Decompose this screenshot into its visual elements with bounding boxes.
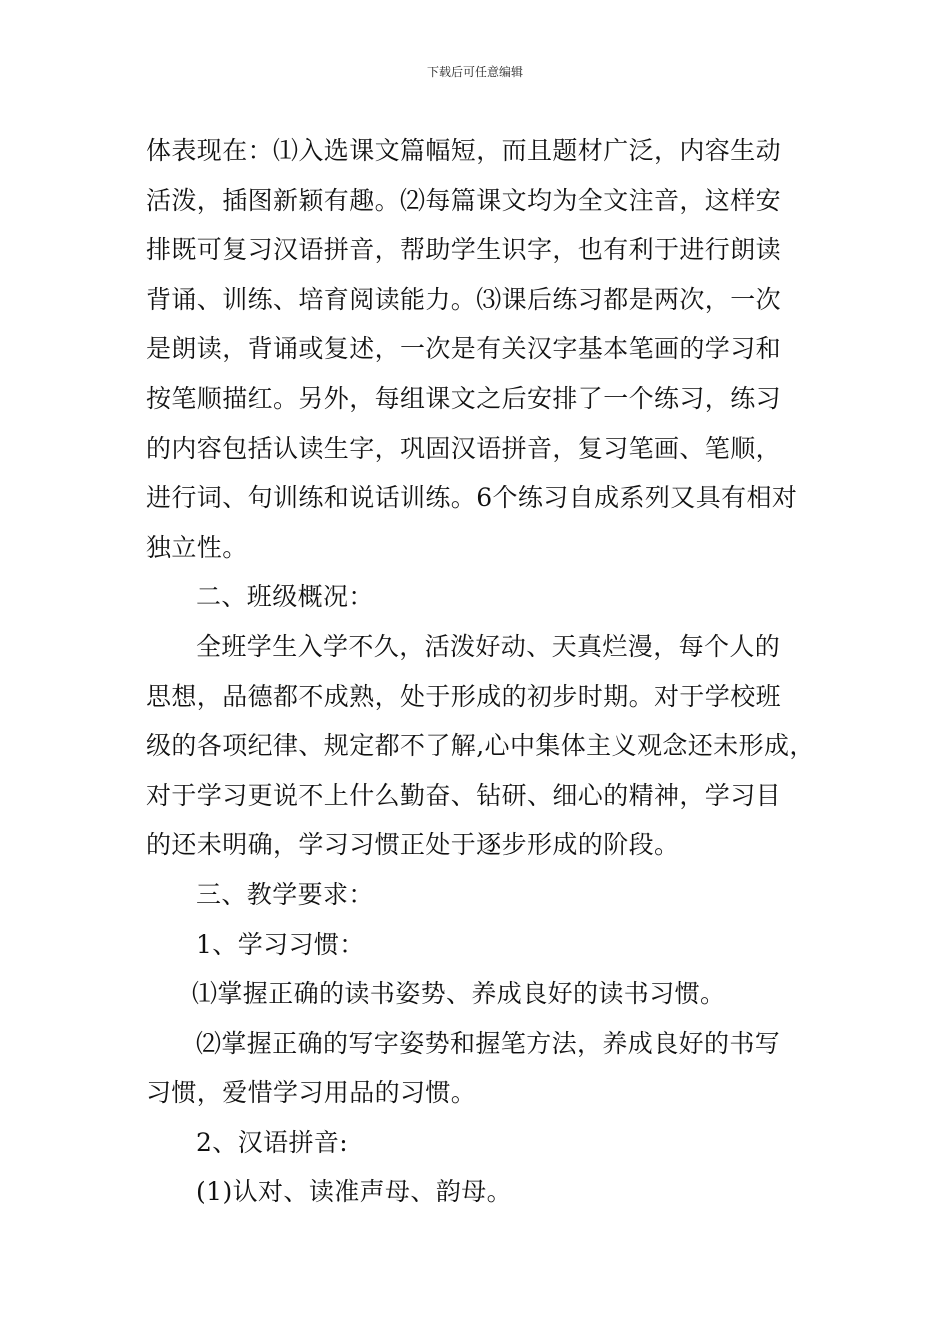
paragraph-line: 对于学习更说不上什么勤奋、钻研、细心的精神，学习目 xyxy=(146,780,782,810)
paragraph-line: 的内容包括认读生字，巩固汉语拼音，复习笔画、笔顺， xyxy=(146,433,782,463)
paragraph-line: 级的各项纪律、规定都不了解,心中集体主义观念还未形成， xyxy=(146,731,815,761)
document-body xyxy=(146,126,836,1217)
paragraph-line: 思想，品德都不成熟，处于形成的初步时期。对于学校班 xyxy=(146,681,782,711)
subheading-study-habits: 1、学习习惯： xyxy=(196,929,365,959)
list-item: ⑵掌握正确的写字姿势和握笔方法，养成良好的书写 xyxy=(196,1028,781,1058)
section-heading-teaching-requirements: 三、教学要求： xyxy=(196,879,374,909)
page-header: 下载后可任意编辑 xyxy=(426,65,523,79)
paragraph-line: 按笔顺描红。另外，每组课文之后安排了一个练习，练习 xyxy=(146,383,782,413)
paragraph-line: 背诵、训练、培育阅读能力。⑶课后练习都是两次，一次 xyxy=(146,284,782,314)
section-heading-class-overview: 二、班级概况： xyxy=(196,582,374,612)
paragraph-line: 全班学生入学不久，活泼好动、天真烂漫，每个人的 xyxy=(196,631,781,661)
paragraph-line: 独立性。 xyxy=(146,532,248,562)
list-item: ⑴掌握正确的读书姿势、养成良好的读书习惯。 xyxy=(192,979,726,1009)
paragraph-line: 体表现在：⑴入选课文篇幅短，而且题材广泛，内容生动 xyxy=(146,136,782,165)
paragraph-line: 习惯，爱惜学习用品的习惯。 xyxy=(146,1078,477,1108)
paragraph-line: 的还未明确，学习习惯正处于逐步形成的阶段。 xyxy=(146,830,680,860)
paragraph-line: 活泼，插图新颖有趣。⑵每篇课文均为全文注音，这样安 xyxy=(146,185,782,215)
list-item: (1)认对、读准声母、韵母。 xyxy=(196,1177,513,1207)
subheading-pinyin: 2、汉语拼音: xyxy=(196,1127,349,1157)
paragraph-line: 是朗读，背诵或复述，一次是有关汉字基本笔画的学习和 xyxy=(146,334,782,364)
paragraph-line: 排既可复习汉语拼音，帮助学生识字，也有利于进行朗读 xyxy=(146,235,782,265)
paragraph-line: 进行词、句训练和说话训练。6个练习自成系列又具有相对 xyxy=(146,483,798,513)
